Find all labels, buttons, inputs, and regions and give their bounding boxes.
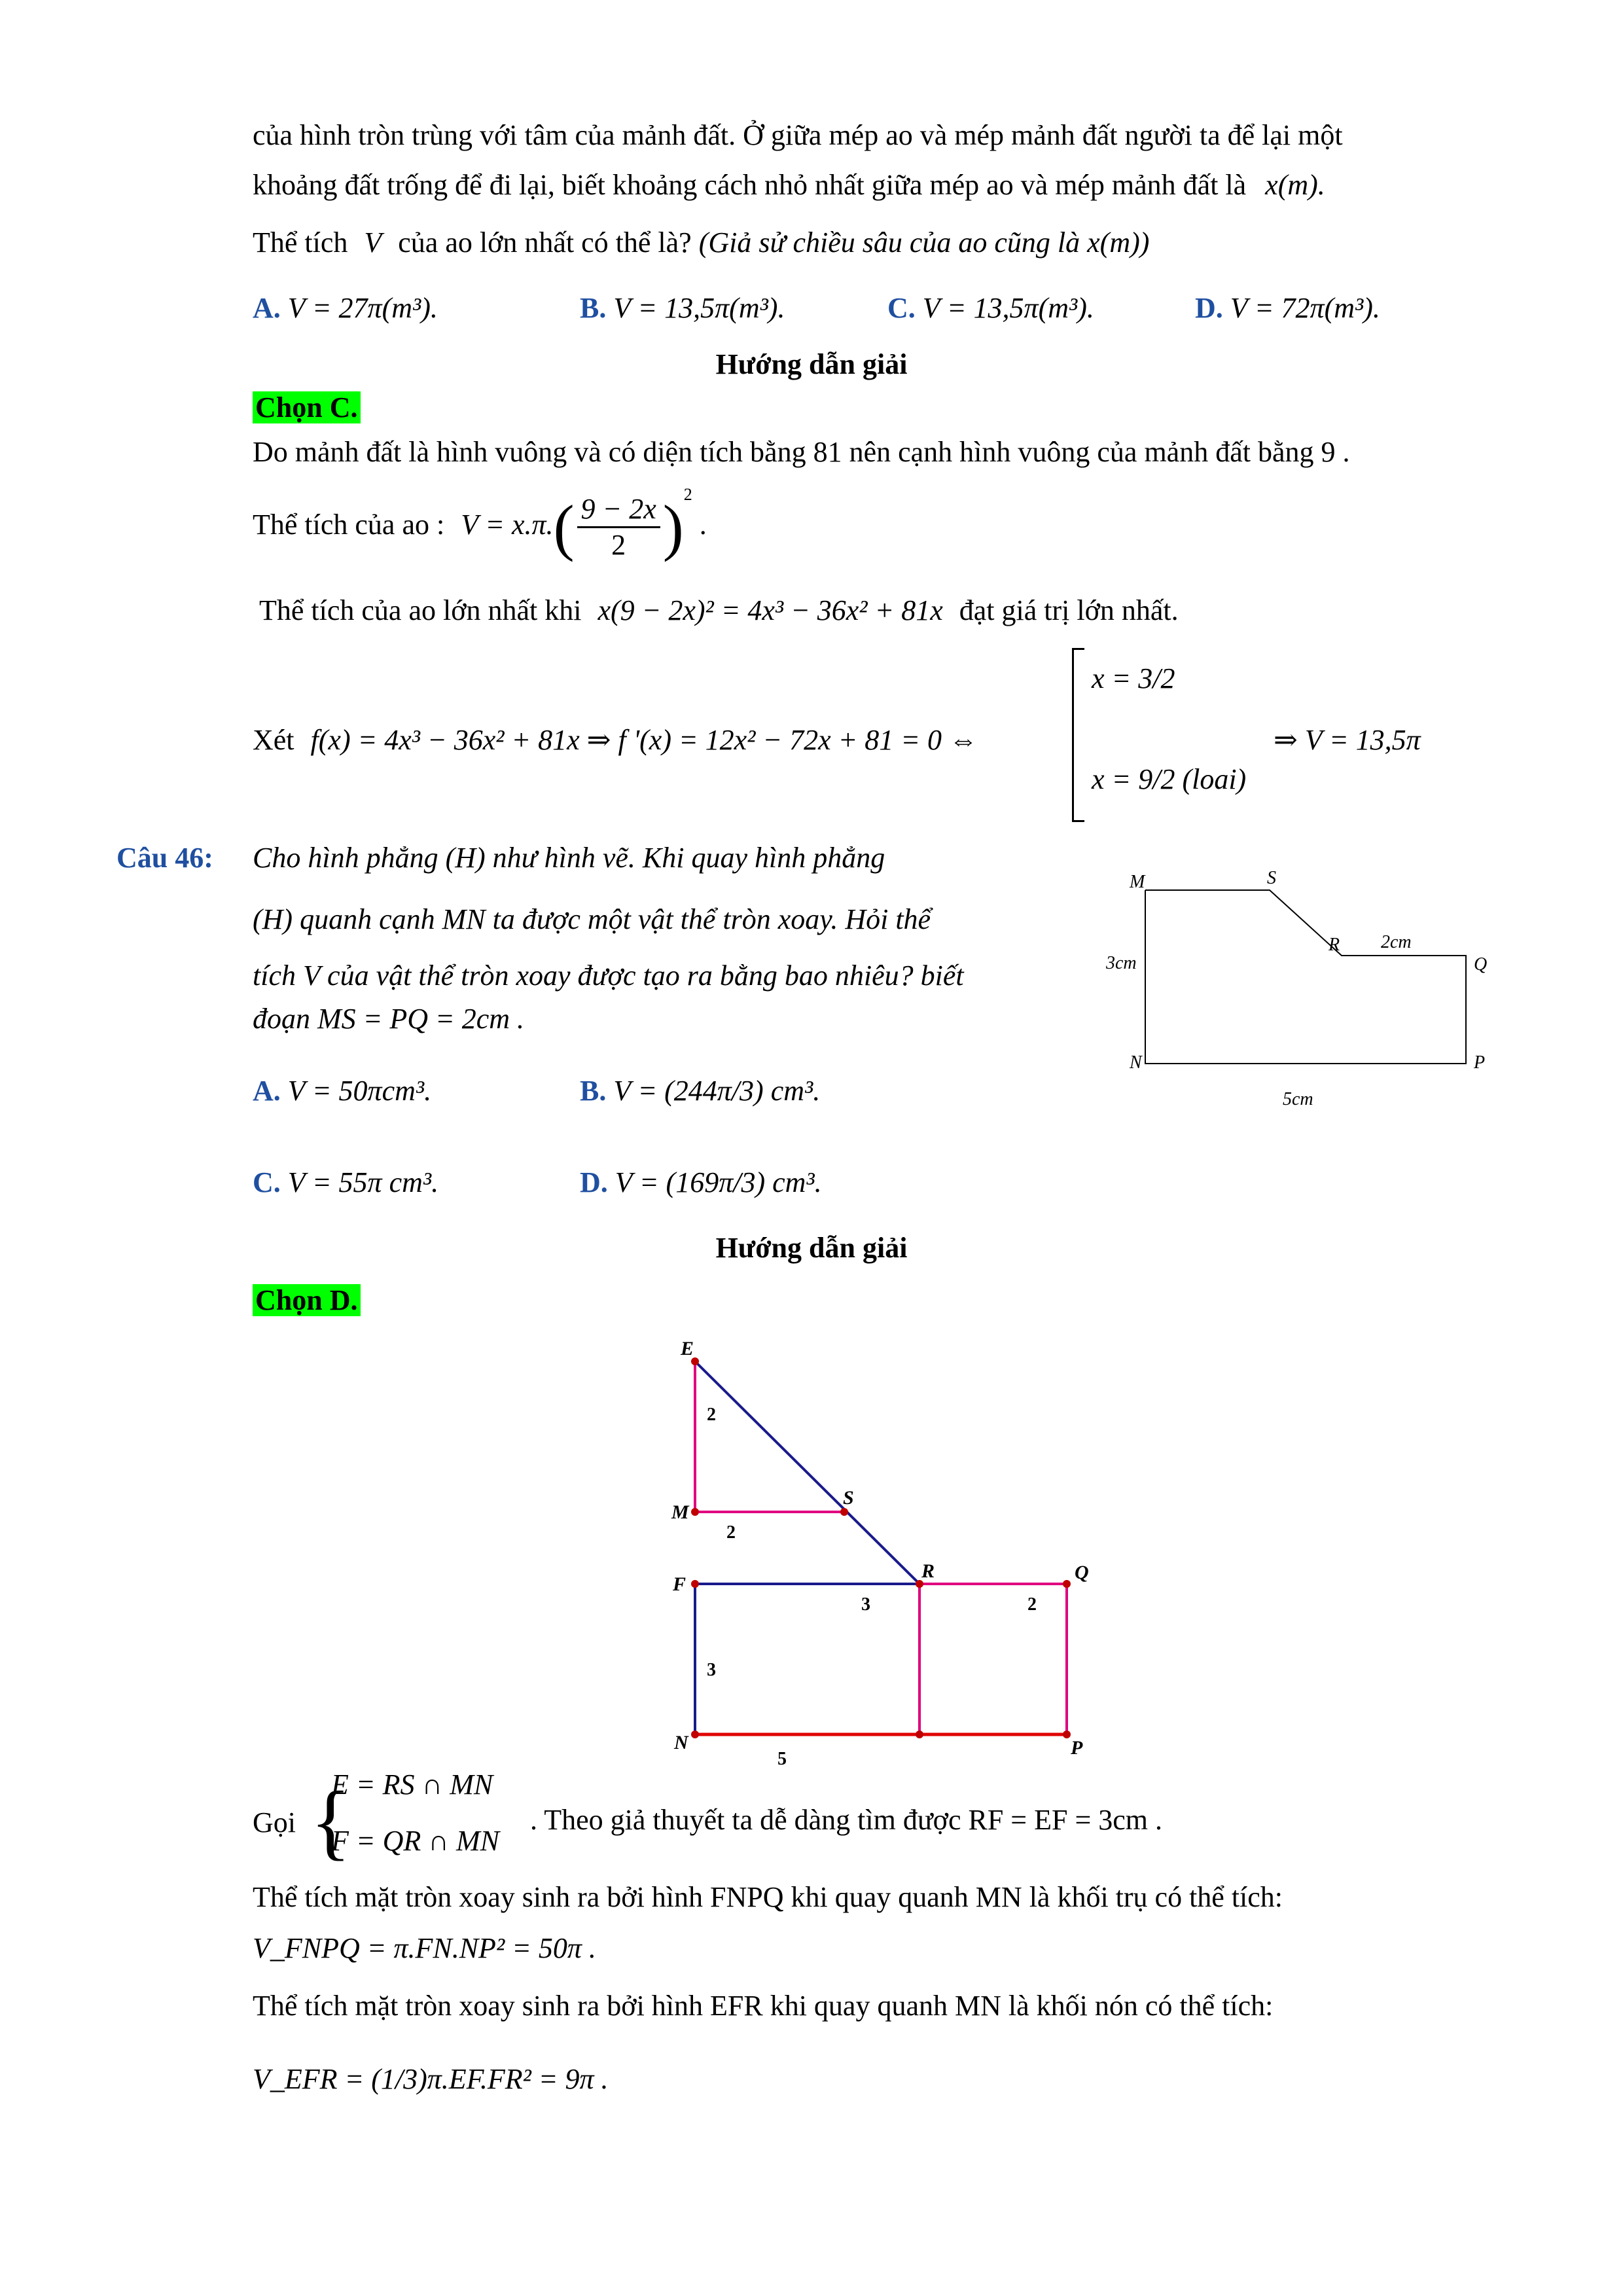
- q45-option-c: C. V = 13,5π(m³).: [887, 292, 1094, 324]
- solution-46-cylinder-text: Thể tích mặt tròn xoay sinh ra bởi hình FNPQ khi quay quanh MN là khối trụ có thể tích:: [253, 1881, 1283, 1913]
- fig1-label-n: N: [1130, 1052, 1142, 1073]
- solution-46-cylinder-formula: V_FNPQ = π.FN.NP² = 50π .: [253, 1932, 596, 1964]
- q46-option-c: C. V = 55π cm³.: [253, 1166, 439, 1198]
- q46-option-a: A. V = 50πcm³.: [253, 1075, 432, 1107]
- shape-outline: [1145, 890, 1466, 1064]
- seg-er: [695, 1361, 919, 1584]
- fig2-label-m: M: [671, 1501, 689, 1523]
- problem-line-2: khoảng đất trống để đi lại, biết khoảng cách nhỏ nhất giữa mép ao và mép mảnh đất là x(m).: [253, 169, 1325, 201]
- solution-45-line-1: Do mảnh đất là hình vuông và có diện tích bằng 81 nên cạnh hình vuông của mảnh đất bằng 9 .: [253, 436, 1350, 468]
- fig2-label-q: Q: [1075, 1562, 1089, 1583]
- point-f: [691, 1580, 699, 1588]
- case-2: x = 9/2 (loai): [1092, 763, 1247, 795]
- case-1: x = 3/2: [1092, 662, 1175, 694]
- fig1-dim-np: 5cm: [1283, 1089, 1313, 1109]
- fig2-label-p: P: [1071, 1737, 1083, 1759]
- fig2-label-s: S: [843, 1487, 854, 1509]
- solution-46-cone-formula: V_EFR = (1/3)π.EF.FR² = 9π .: [253, 2063, 609, 2095]
- q46-line-3: tích V của vật thể tròn xoay được tạo ra bằng bao nhiêu? biết: [253, 960, 964, 992]
- q45-option-d: D. V = 72π(m³).: [1195, 292, 1380, 324]
- choice-d: Chọn D.: [253, 1283, 361, 1318]
- problem-line-1: của hình tròn trùng với tâm của mảnh đất. Ở giữa mép ao và mép mảnh đất người ta để lại một: [253, 119, 1343, 151]
- case-bracket: [1072, 648, 1084, 822]
- system-line-1: E = RS ∩ MN: [331, 1768, 493, 1801]
- figure-solution: [661, 1322, 1119, 1767]
- solution-45-result: ⇒ V = 13,5π: [1274, 724, 1421, 756]
- fig2-label-e: E: [681, 1338, 694, 1359]
- solution-45-volume: Thể tích của ao : V = x.π.( $\frac{9 - 2x}{2}$ )$^2$ .: [253, 485, 707, 562]
- point-p: [1063, 1731, 1071, 1738]
- fig1-label-m: M: [1130, 872, 1145, 892]
- figure-h-shape: [1106, 857, 1499, 1119]
- fig1-label-p: P: [1474, 1052, 1486, 1073]
- fig2-dim-ms: 2: [726, 1522, 736, 1543]
- solution-45-line-3: Thể tích của ao lớn nhất khi x(9 − 2x)² = 4x³ − 36x² + 81x đạt giá trị lớn nhất.: [259, 594, 1179, 626]
- choice-c: Chọn C.: [253, 390, 361, 425]
- fig1-dim-rq: 2cm: [1381, 932, 1412, 952]
- guide-title-2: Hướng dẫn giải: [715, 1232, 908, 1264]
- q46-line-2: (H) quanh cạnh MN ta được một vật thể tròn xoay. Hỏi thể: [253, 903, 931, 935]
- fig2-label-f: F: [673, 1573, 687, 1595]
- fig2-dim-em: 2: [707, 1405, 716, 1425]
- system-brace: {: [310, 1774, 351, 1869]
- solution-46-line-1: . Theo giả thuyết ta dễ dàng tìm được RF = EF = 3cm .: [530, 1804, 1163, 1836]
- fig1-label-r: R: [1329, 935, 1340, 955]
- fig2-dim-fn: 3: [707, 1660, 716, 1680]
- q46-line-1: Cho hình phẳng (H) như hình vẽ. Khi quay hình phẳng: [253, 842, 885, 874]
- fig1-label-q: Q: [1474, 954, 1488, 975]
- system-line-2: F = QR ∩ MN: [331, 1825, 499, 1857]
- point-n: [691, 1731, 699, 1738]
- fig2-label-n: N: [674, 1732, 688, 1753]
- q45-option-a: A. V = 27π(m³).: [253, 292, 438, 324]
- solution-45-derivative: Xét f(x) = 4x³ − 36x² + 81x ⇒ f '(x) = 12x² − 72x + 81 = 0 ⇔: [253, 724, 978, 756]
- fig1-label-s: S: [1267, 868, 1276, 888]
- q45-option-b: B. V = 13,5π(m³).: [580, 292, 785, 324]
- solution-46-cone-text: Thể tích mặt tròn xoay sinh ra bởi hình EFR khi quay quanh MN là khối nón có thể tích:: [253, 1990, 1274, 2022]
- fig2-dim-fr: 3: [861, 1594, 870, 1615]
- gọi-label: Gọi: [253, 1806, 296, 1839]
- fig2-dim-np: 5: [777, 1749, 787, 1767]
- point-mid: [916, 1731, 923, 1738]
- fig2-dim-rq: 2: [1027, 1594, 1037, 1615]
- question-46-label: Câu 46:: [116, 842, 213, 874]
- point-m: [691, 1508, 699, 1516]
- q46-line-4: đoạn MS = PQ = 2cm .: [253, 1003, 524, 1035]
- point-q: [1063, 1580, 1071, 1588]
- problem-line-3: Thể tích V của ao lớn nhất có thể là? (Giả sử chiều sâu của ao cũng là x(m)): [253, 226, 1150, 259]
- point-s: [840, 1508, 848, 1516]
- q46-option-b: B. V = (244π/3) cm³.: [580, 1075, 821, 1107]
- q46-option-d: D. V = (169π/3) cm³.: [580, 1166, 822, 1198]
- guide-title-1: Hướng dẫn giải: [715, 348, 908, 380]
- fig2-label-r: R: [921, 1560, 935, 1582]
- fig1-dim-mn: 3cm: [1106, 953, 1137, 973]
